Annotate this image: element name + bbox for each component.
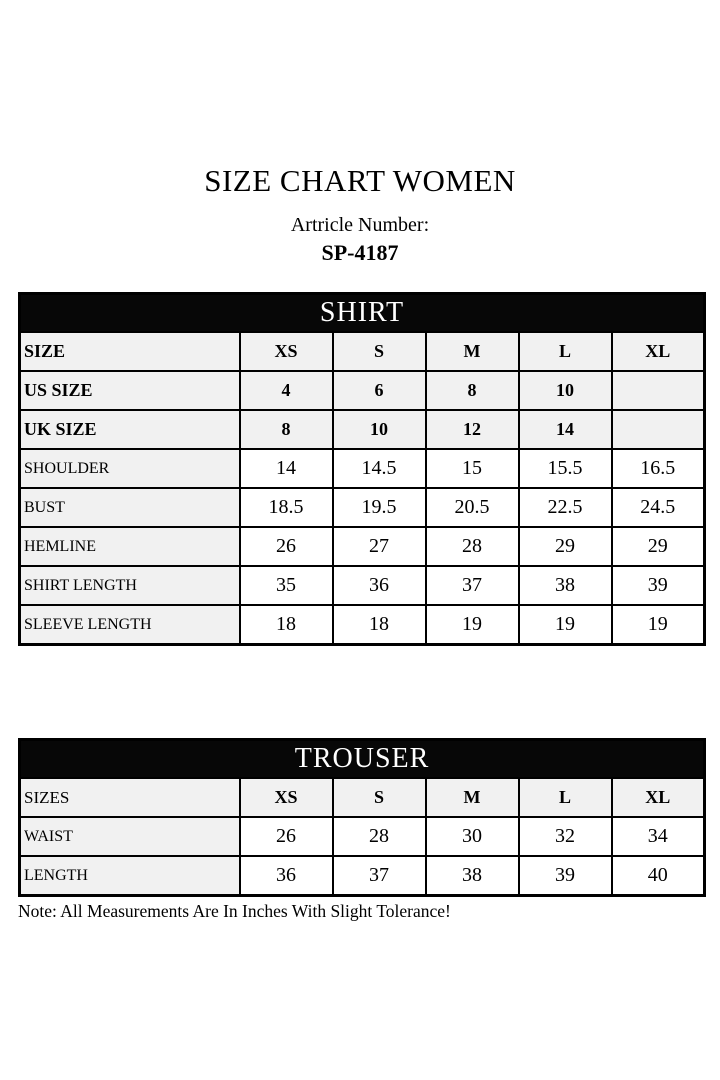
trouser-size-table: [18, 738, 706, 897]
size-cell: S: [333, 778, 426, 817]
table-row-hemline: [20, 527, 705, 566]
measurement-cell: 15: [426, 449, 519, 488]
measurement-cell: 29: [612, 527, 705, 566]
size-cell: L: [519, 332, 612, 371]
row-label: SHOULDER: [20, 449, 240, 488]
shirt-size-table: [18, 292, 706, 646]
measurement-cell: 22.5: [519, 488, 612, 527]
measurement-cell: 26: [240, 817, 333, 856]
measurement-cell: 32: [519, 817, 612, 856]
row-label: SIZES: [20, 778, 240, 817]
size-cell: 6: [333, 371, 426, 410]
measurement-cell: 19: [519, 605, 612, 645]
table-row-sleeve-length: [20, 605, 705, 645]
measurement-cell: 18.5: [240, 488, 333, 527]
shirt-table-title: SHIRT: [20, 294, 705, 333]
size-cell: XL: [612, 332, 705, 371]
size-cell: XS: [240, 778, 333, 817]
article-number-label: Artricle Number:: [290, 214, 430, 236]
row-label: SIZE: [20, 332, 240, 371]
row-label: WAIST: [20, 817, 240, 856]
trouser-table-title: TROUSER: [20, 740, 705, 779]
article-number-value: SP-4187: [321, 240, 399, 265]
table-row-uk-size: [20, 410, 705, 449]
measurement-cell: 18: [333, 605, 426, 645]
measurement-cell: 15.5: [519, 449, 612, 488]
measurement-cell: 27: [333, 527, 426, 566]
size-cell: XL: [612, 778, 705, 817]
measurement-cell: 38: [426, 856, 519, 896]
measurement-cell: 29: [519, 527, 612, 566]
measurement-cell: 40: [612, 856, 705, 896]
measurement-cell: 34: [612, 817, 705, 856]
table-row-size: [20, 332, 705, 371]
measurement-cell: 14.5: [333, 449, 426, 488]
row-label: SHIRT LENGTH: [20, 566, 240, 605]
size-cell: 12: [426, 410, 519, 449]
measurement-cell: 16.5: [612, 449, 705, 488]
size-cell: 8: [426, 371, 519, 410]
row-label: UK SIZE: [20, 410, 240, 449]
table-row-waist: [20, 817, 705, 856]
size-cell: M: [426, 332, 519, 371]
row-label: BUST: [20, 488, 240, 527]
measurement-cell: 18: [240, 605, 333, 645]
measurement-cell: 24.5: [612, 488, 705, 527]
table-row-us-size: [20, 371, 705, 410]
size-cell: XS: [240, 332, 333, 371]
size-cell: 8: [240, 410, 333, 449]
size-cell: 10: [333, 410, 426, 449]
measurement-cell: 30: [426, 817, 519, 856]
measurement-cell: 36: [240, 856, 333, 896]
size-cell: [612, 410, 705, 449]
size-cell: L: [519, 778, 612, 817]
table-row-shoulder: [20, 449, 705, 488]
measurement-cell: 36: [333, 566, 426, 605]
measurement-cell: 19: [612, 605, 705, 645]
measurement-cell: 35: [240, 566, 333, 605]
measurement-cell: 39: [519, 856, 612, 896]
measurement-cell: 28: [426, 527, 519, 566]
measurement-cell: 39: [612, 566, 705, 605]
row-label: HEMLINE: [20, 527, 240, 566]
measurement-note: Note: All Measurements Are In Inches With Slight Tolerance!: [18, 901, 451, 921]
size-cell: 10: [519, 371, 612, 410]
table-row-bust: [20, 488, 705, 527]
measurement-cell: 38: [519, 566, 612, 605]
measurement-cell: 26: [240, 527, 333, 566]
size-cell: [612, 371, 705, 410]
trouser-table-header-row: [20, 740, 705, 779]
measurement-cell: 20.5: [426, 488, 519, 527]
measurement-cell: 28: [333, 817, 426, 856]
table-row-shirt-length: [20, 566, 705, 605]
shirt-table-header-row: [20, 294, 705, 333]
measurement-cell: 37: [426, 566, 519, 605]
size-cell: 14: [519, 410, 612, 449]
row-label: LENGTH: [20, 856, 240, 896]
measurement-cell: 19.5: [333, 488, 426, 527]
measurement-cell: 14: [240, 449, 333, 488]
row-label: SLEEVE LENGTH: [20, 605, 240, 645]
size-cell: M: [426, 778, 519, 817]
page-title: SIZE CHART WOMEN: [204, 163, 516, 198]
row-label: US SIZE: [20, 371, 240, 410]
table-row-length: [20, 856, 705, 896]
measurement-cell: 37: [333, 856, 426, 896]
size-cell: S: [333, 332, 426, 371]
measurement-cell: 19: [426, 605, 519, 645]
table-row-sizes: [20, 778, 705, 817]
size-cell: 4: [240, 371, 333, 410]
